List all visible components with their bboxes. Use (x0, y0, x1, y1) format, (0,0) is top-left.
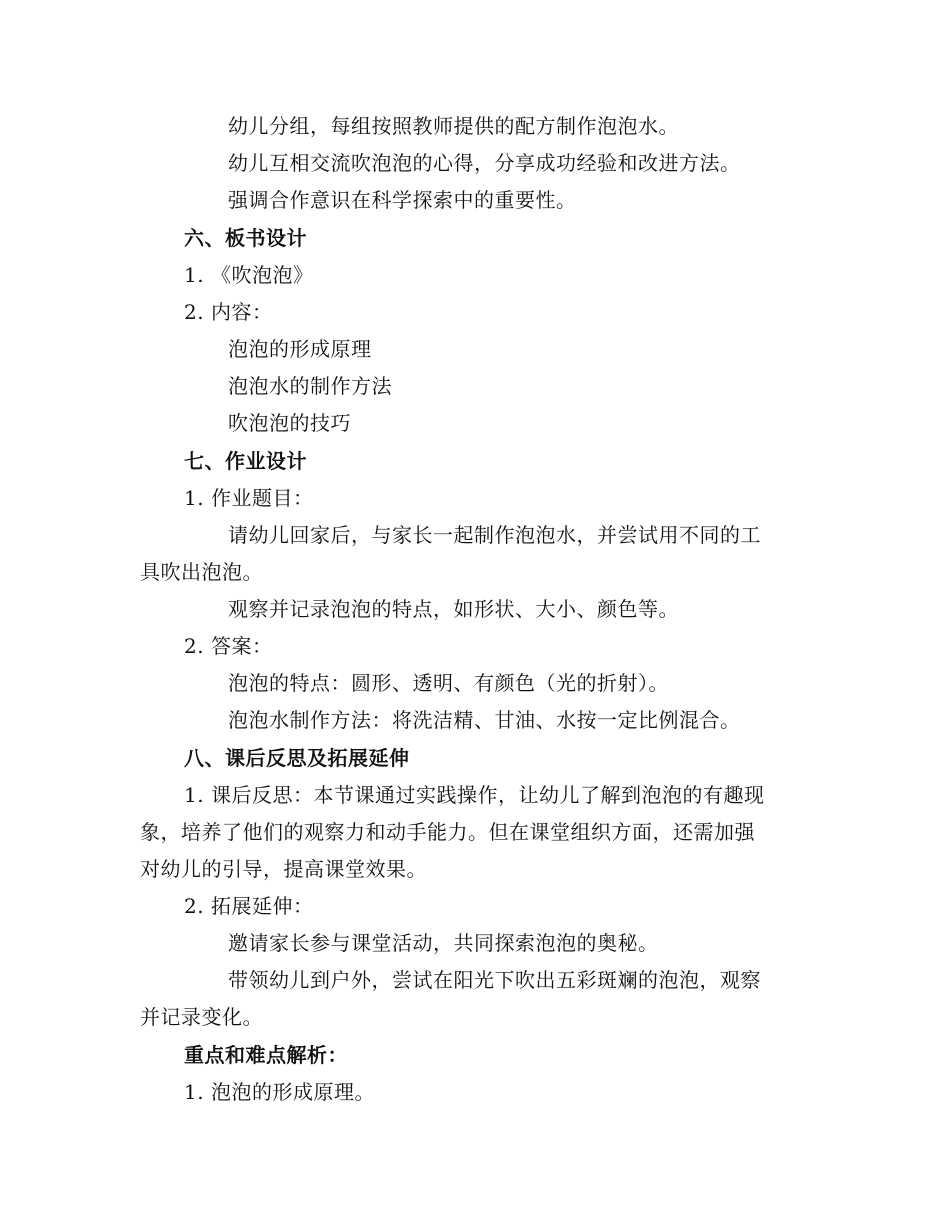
paragraph-line: 泡泡的形成原理 (228, 337, 372, 361)
section-heading: 七、作业设计 (184, 449, 307, 473)
paragraph-line: 泡泡水的制作方法 (228, 374, 392, 398)
section-heading: 重点和难点解析： (184, 1043, 348, 1067)
numbered-item: 1. 课后反思：本节课通过实践操作，让幼儿了解到泡泡的有趣现 (184, 783, 765, 807)
paragraph-line: 观察并记录泡泡的特点，如形状、大小、颜色等。 (228, 597, 679, 621)
paragraph-line: 邀请家长参与课堂活动，共同探索泡泡的奥秘。 (228, 931, 659, 955)
numbered-item: 2. 拓展延伸： (184, 894, 314, 918)
paragraph-line: 泡泡水制作方法：将洗洁精、甘油、水按一定比例混合。 (228, 708, 741, 732)
section-heading: 八、课后反思及拓展延伸 (184, 746, 410, 770)
paragraph-line: 象，培养了他们的观察力和动手能力。但在课堂组织方面，还需加强 (140, 820, 755, 844)
paragraph-line: 对幼儿的引导，提高课堂效果。 (140, 857, 427, 881)
paragraph-line: 并记录变化。 (140, 1005, 263, 1029)
section-heading: 六、板书设计 (184, 226, 307, 250)
numbered-item: 1. 泡泡的形成原理。 (184, 1080, 375, 1104)
paragraph-line: 强调合作意识在科学探索中的重要性。 (228, 188, 577, 212)
paragraph-line: 泡泡的特点：圆形、透明、有颜色（光的折射）。 (228, 671, 669, 695)
paragraph-line: 吹泡泡的技巧 (228, 411, 351, 435)
numbered-item: 1. 作业题目： (184, 486, 314, 510)
paragraph-line: 请幼儿回家后，与家长一起制作泡泡水，并尝试用不同的工 (228, 523, 761, 547)
paragraph-line: 幼儿分组，每组按照教师提供的配方制作泡泡水。 (228, 114, 679, 138)
paragraph-line: 带领幼儿到户外，尝试在阳光下吹出五彩斑斓的泡泡，观察 (228, 968, 761, 992)
numbered-item: 1. 《吹泡泡》 (184, 263, 314, 287)
paragraph-line: 幼儿互相交流吹泡泡的心得，分享成功经验和改进方法。 (228, 151, 741, 175)
numbered-item: 2. 内容： (184, 300, 273, 324)
numbered-item: 2. 答案： (184, 634, 273, 658)
paragraph-line: 具吹出泡泡。 (140, 560, 263, 584)
